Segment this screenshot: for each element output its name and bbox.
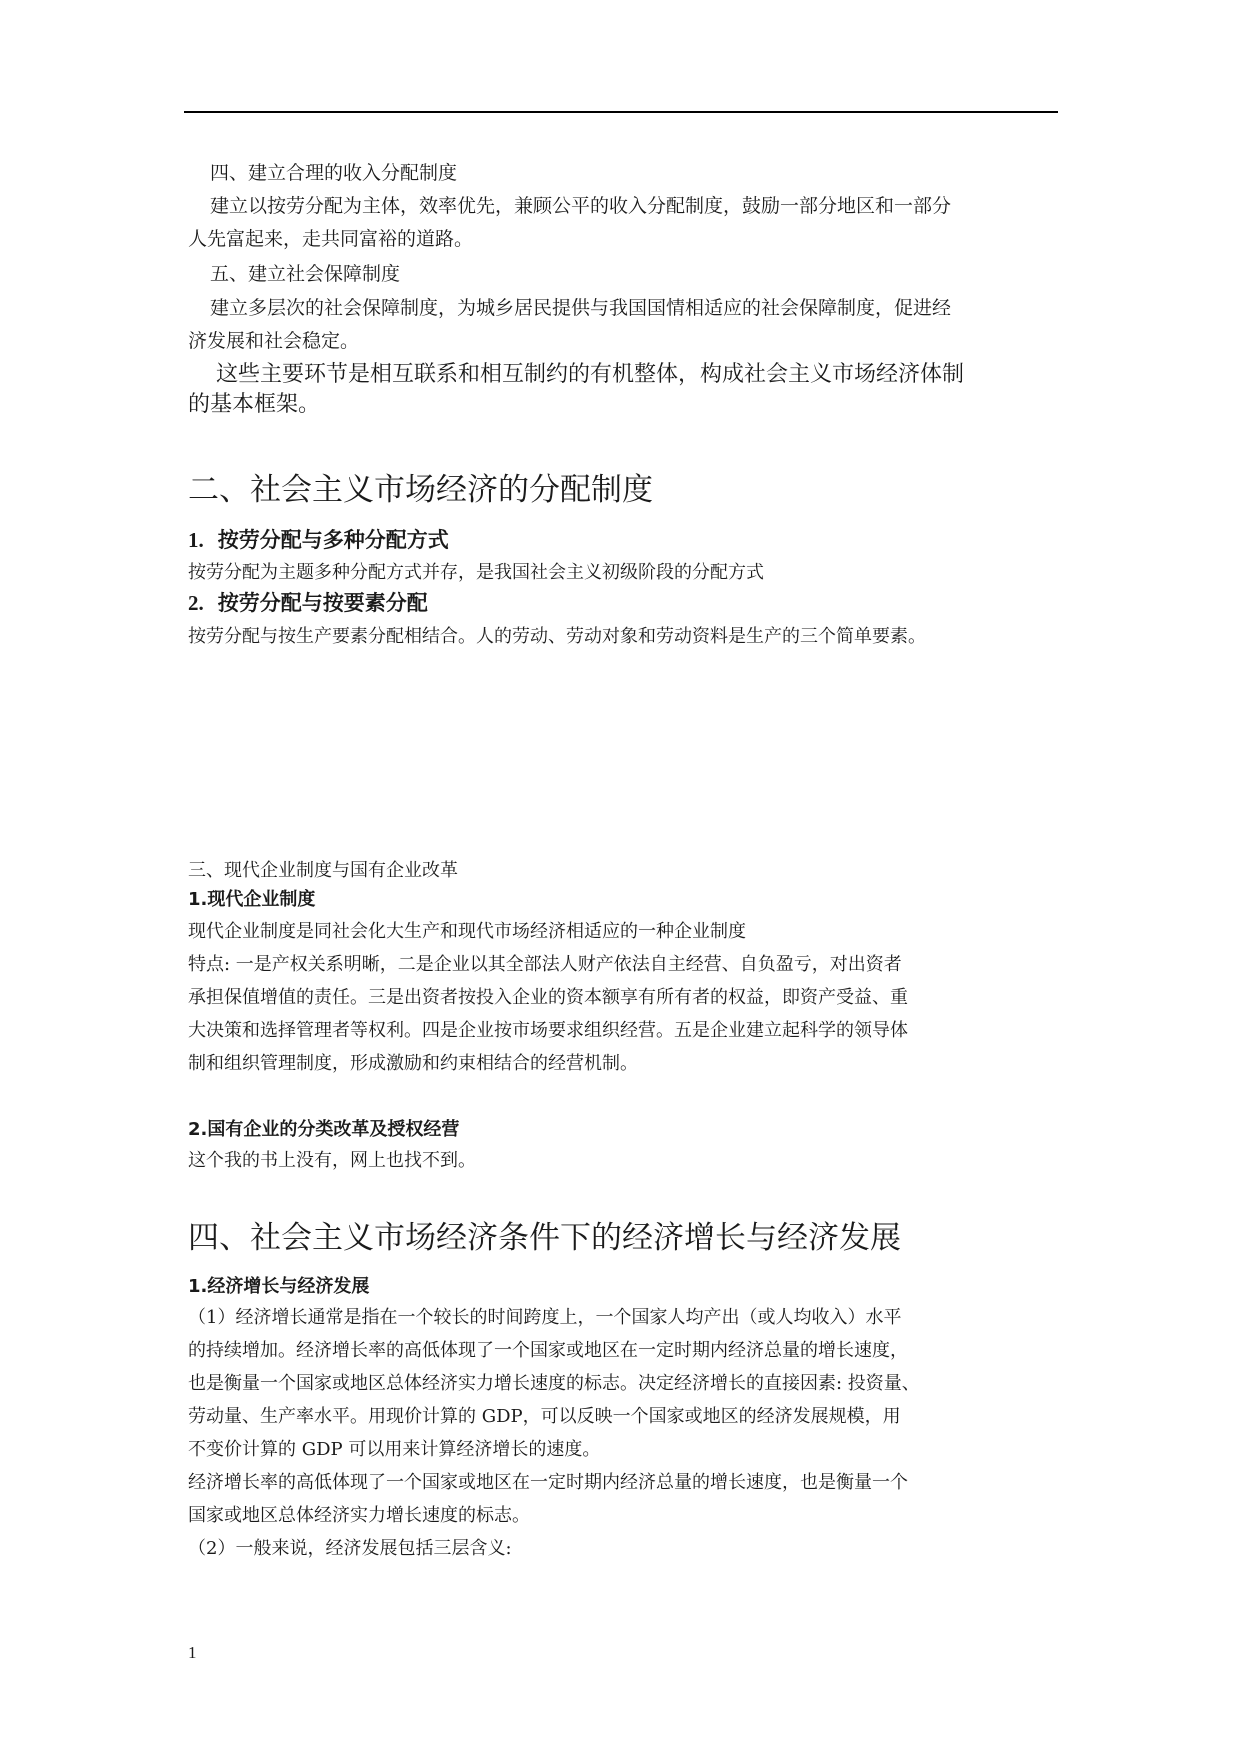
section-4-body-line-2: 人先富起来，走共同富裕的道路。 (188, 228, 474, 250)
part-4-para-1-line-4: 劳动量、生产率水平。用现价计算的 GDP，可以反映一个国家或地区的经济发展规模，用 (188, 1406, 901, 1427)
page-number: 1 (188, 1643, 197, 1662)
part-4-para-1-line-3: 也是衡量一个国家或地区总体经济实力增长速度的标志。决定经济增长的直接因素: 投资量、 (188, 1373, 920, 1394)
part-4-para-1-line-2: 的持续增加。经济增长率的高低体现了一个国家或地区在一定时期内经济总量的增长速度， (188, 1340, 908, 1361)
section-5-body-line-1: 建立多层次的社会保障制度，为城乡居民提供与我国国情相适应的社会保障制度，促进经 (210, 297, 952, 319)
section-4-title: 四、建立合理的收入分配制度 (210, 162, 458, 184)
summary-line-2: 的基本框架。 (188, 392, 321, 417)
part-2-sub-2-body: 按劳分配与按生产要素分配相结合。人的劳动、劳动对象和劳动资料是生产的三个简单要素。 (188, 626, 926, 647)
part-2-sub-1-number: 1. (188, 528, 204, 552)
part-4-para-2-line-2: 国家或地区总体经济实力增长速度的标志。 (188, 1505, 530, 1526)
part-4-para-3: （2）一般来说，经济发展包括三层含义: (188, 1538, 512, 1559)
header-rule (184, 111, 1058, 113)
section-5-title: 五、建立社会保障制度 (210, 263, 401, 285)
part-4-para-1-line-5: 不变价计算的 GDP 可以用来计算经济增长的速度。 (188, 1439, 601, 1460)
part-3-sub-1-title: 1.现代企业制度 (188, 889, 316, 910)
part-3-line-3: 承担保值增值的责任。三是出资者按投入企业的资本额享有所有者的权益，即资产受益、重 (188, 987, 908, 1008)
part-2-sub-1-title: 按劳分配与多种分配方式 (217, 528, 449, 552)
part-3-line-4: 大决策和选择管理者等权利。四是企业按市场要求组织经营。五是企业建立起科学的领导体 (188, 1020, 908, 1041)
part-2-sub-2-heading (188, 588, 428, 618)
section-5-body-line-2: 济发展和社会稳定。 (188, 330, 360, 352)
part-4-para-1-line-1: （1）经济增长通常是指在一个较长的时间跨度上，一个国家人均产出（或人均收入）水平 (188, 1307, 902, 1328)
part-3-sub-1-body (188, 917, 908, 1079)
part-4-heading: 四、社会主义市场经济条件下的经济增长与经济发展 (188, 1220, 901, 1256)
part-2-sub-2-title: 按劳分配与按要素分配 (217, 591, 428, 615)
part-2-sub-1-heading (188, 525, 449, 555)
part-2-heading: 二、社会主义市场经济的分配制度 (188, 472, 653, 508)
part-2-sub-1-body: 按劳分配为主题多种分配方式并存，是我国社会主义初级阶段的分配方式 (188, 562, 764, 583)
part-3-heading: 三、现代企业制度与国有企业改革 (188, 860, 458, 881)
part-3-sub-2-title: 2.国有企业的分类改革及授权经营 (188, 1119, 460, 1140)
part-3-line-1: 现代企业制度是同社会化大生产和现代市场经济相适应的一种企业制度 (188, 921, 746, 942)
summary-line-1: 这些主要环节是相互联系和相互制约的有机整体，构成社会主义市场经济体制 (216, 362, 965, 387)
part-3-sub-2-body: 这个我的书上没有，网上也找不到。 (188, 1150, 476, 1171)
part-4-sub-1-title: 1.经济增长与经济发展 (188, 1276, 370, 1297)
part-2-sub-2-number: 2. (188, 591, 204, 615)
part-3-line-5: 制和组织管理制度，形成激励和约束相结合的经营机制。 (188, 1053, 638, 1074)
part-4-para-1 (188, 1303, 920, 1564)
section-4-body-line-1: 建立以按劳分配为主体，效率优先，兼顾公平的收入分配制度，鼓励一部分地区和一部分 (210, 195, 952, 217)
part-4-para-2-line-1: 经济增长率的高低体现了一个国家或地区在一定时期内经济总量的增长速度，也是衡量一个 (188, 1472, 908, 1493)
part-3-line-2: 特点: 一是产权关系明晰，二是企业以其全部法人财产依法自主经营、自负盈亏，对出资者 (188, 954, 902, 975)
